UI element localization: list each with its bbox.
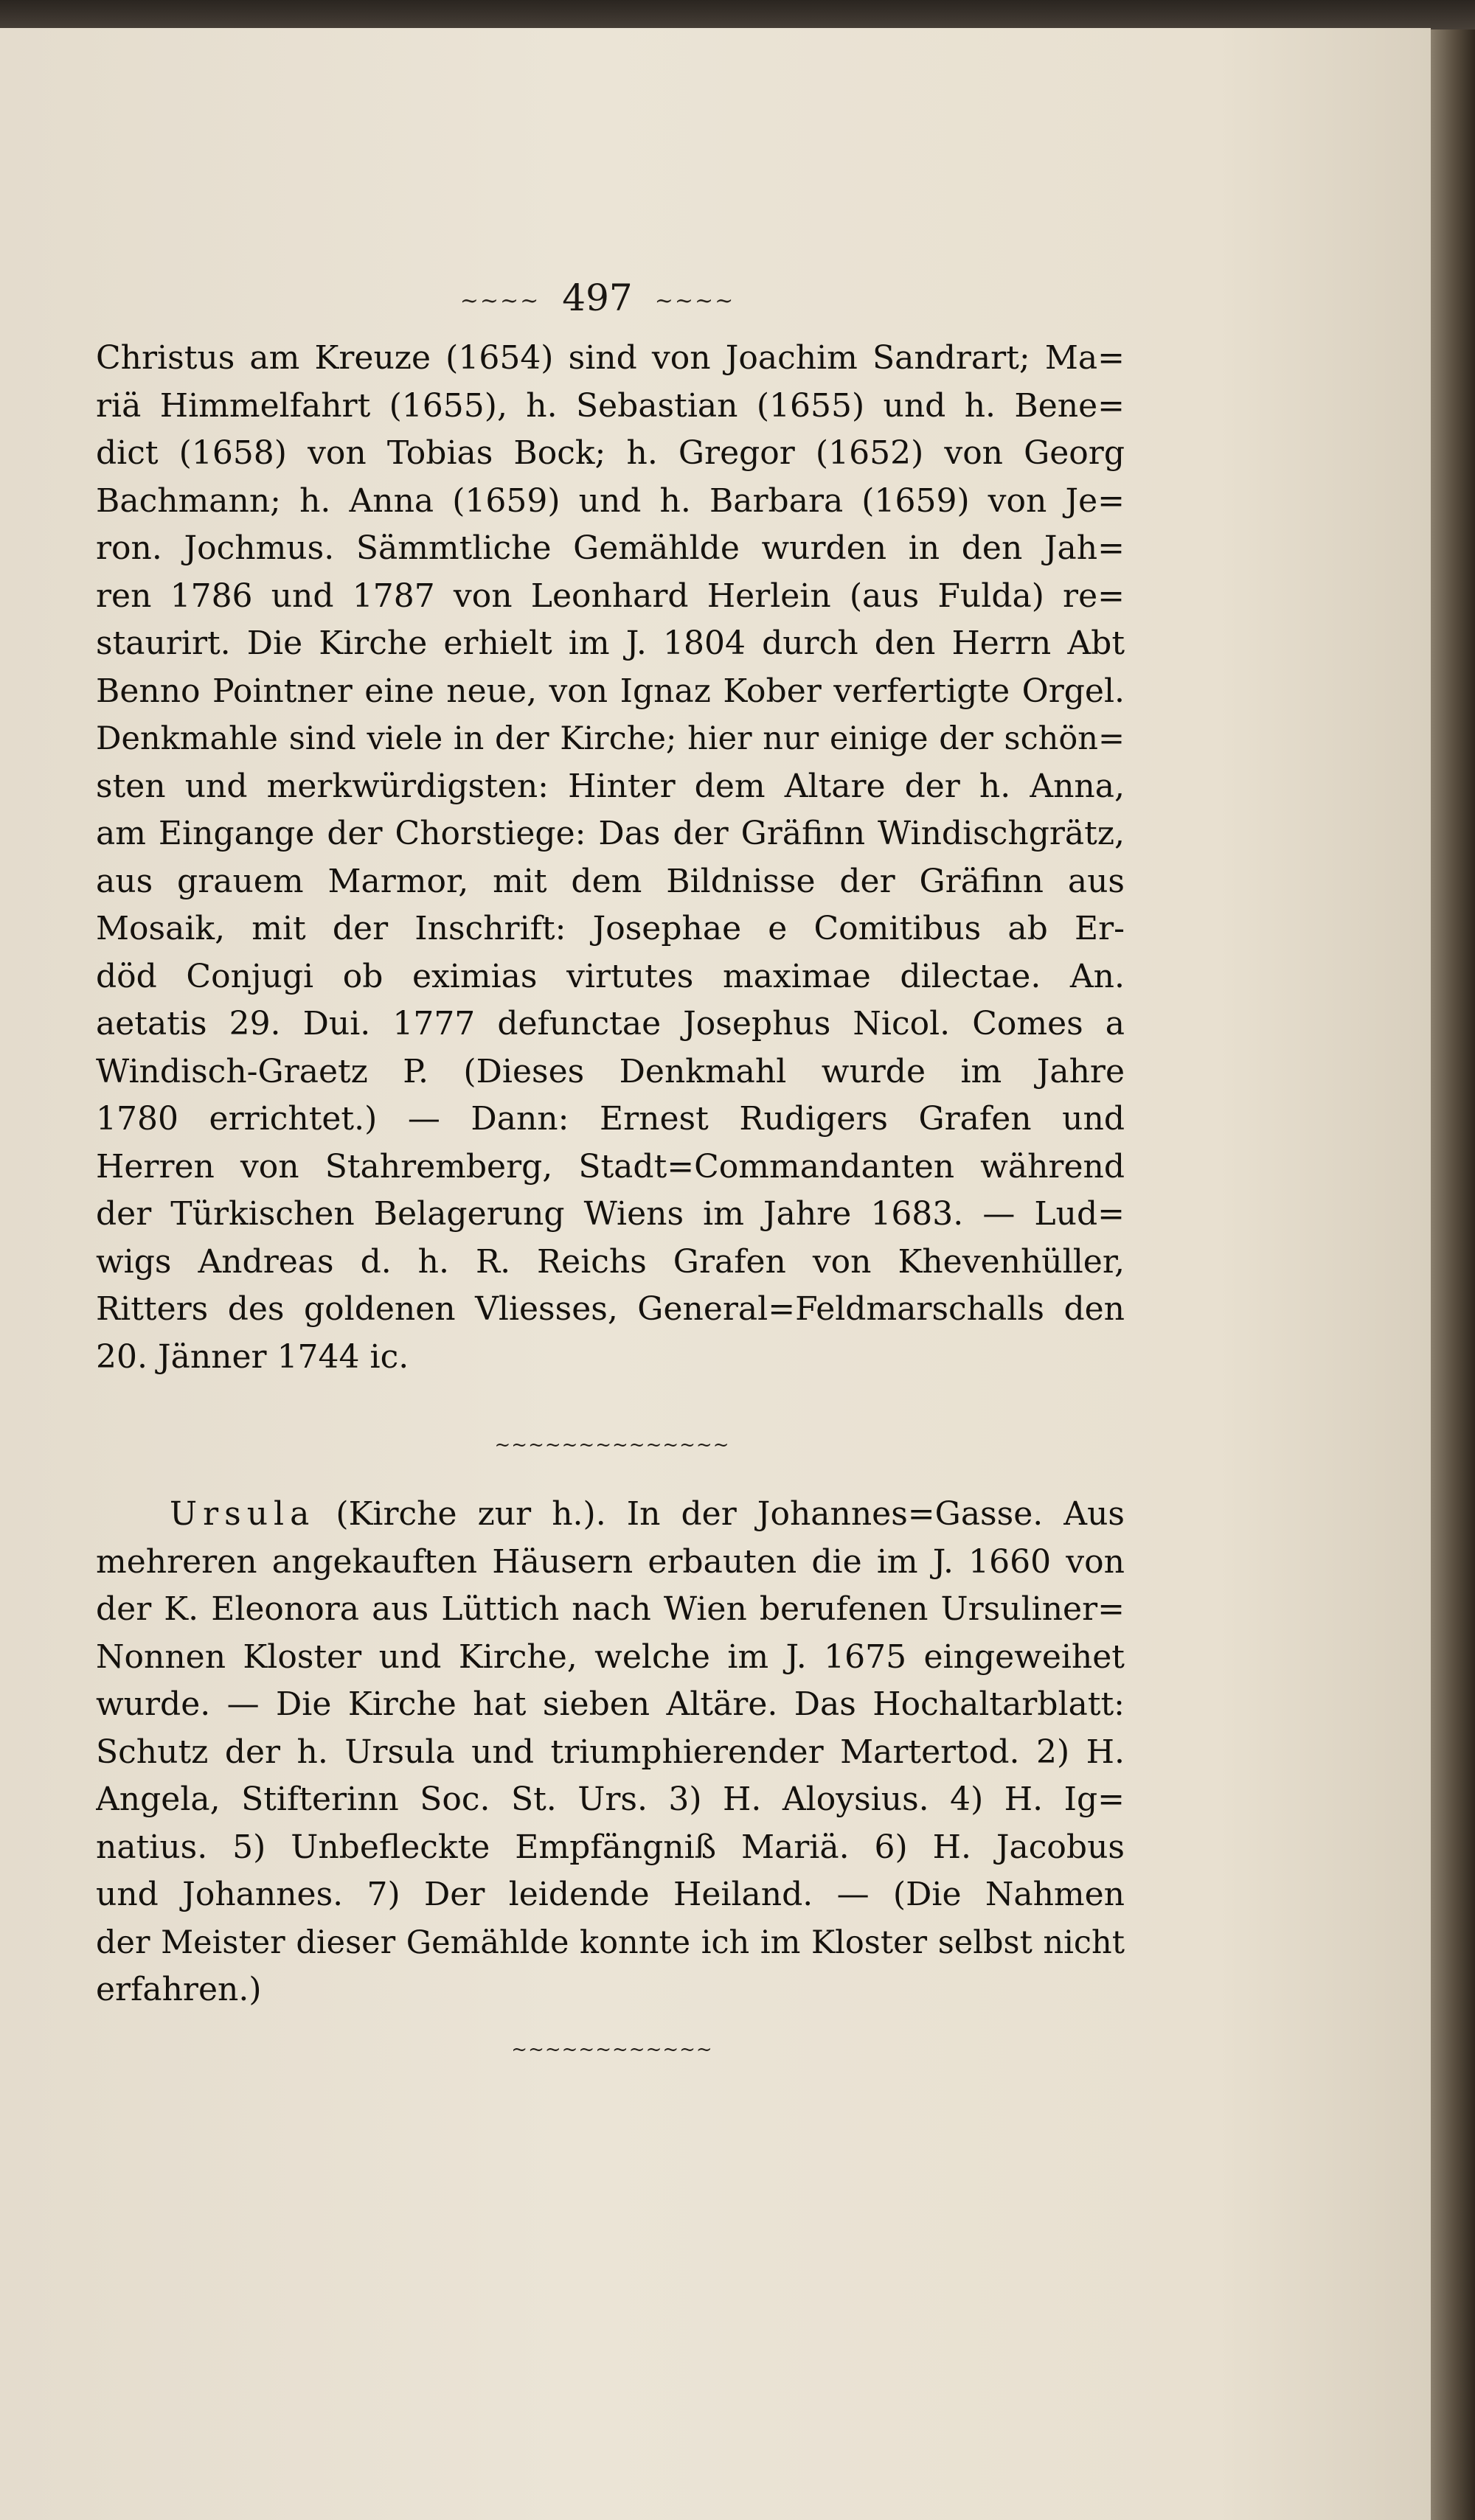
- text-line: Bachmann; h. Anna (1659) und h. Barbara (1659) von Je=: [96, 481, 1125, 520]
- page-number: 497: [562, 276, 633, 319]
- text-line-first: [96, 1491, 1125, 1539]
- text-line: död Conjugi ob eximias virtutes maximae dilectae. An.: [96, 957, 1125, 995]
- text-line: aetatis 29. Dui. 1777 defunctae Josephus Nicol. Comes a: [96, 1005, 1125, 1043]
- text-line: Benno Pointner eine neue, von Ignaz Kober verfertigte Orgel.: [96, 672, 1125, 710]
- header-ornament-right: ~~~~: [654, 288, 735, 314]
- text-line: Denkmahle sind viele in der Kirche; hier nur einige der schön=: [96, 720, 1125, 757]
- text-line: Schutz der h. Ursula und triumphierender Martertod. 2) H.: [96, 1733, 1125, 1771]
- section-divider: ~~~~~~~~~~~~~~: [494, 1434, 730, 1456]
- text-line: 1780 errichtet.) — Dann: Ernest Rudigers Grafen und: [96, 1100, 1125, 1138]
- text-line: Angela, Stifterinn Soc. St. Urs. 3) H. Aloysius. 4) H. Ig=: [96, 1781, 1125, 1818]
- text-line: Mosaik, mit der Inschrift: Josephae e Comitibus ab Er-: [96, 910, 1125, 947]
- text-line: der Meister dieser Gemählde konnte ich im Kloster selbst nicht: [96, 1924, 1125, 1961]
- text-line: erfahren.): [96, 1971, 262, 2008]
- text-line: Herren von Stahremberg, Stadt=Commandanten während: [96, 1147, 1125, 1186]
- text-line: am Eingange der Chorstiege: Das der Gräfinn Windischgrätz,: [96, 815, 1125, 852]
- text-line: natius. 5) Unbefleckte Empfängniß Mariä. 6) H. Jacobus: [96, 1828, 1125, 1866]
- page-header: [442, 276, 752, 328]
- text-line-rest: (Kirche zur h.). In der Johannes=Gasse. Aus: [315, 1495, 1125, 1533]
- text-line: Nonnen Kloster und Kirche, welche im J. 1675 eingeweihet: [96, 1637, 1125, 1676]
- text-line: Ritters des goldenen Vliesses, General=Feldmarschalls den: [96, 1290, 1125, 1328]
- text-line: aus grauem Marmor, mit dem Bildnisse der Gräfinn aus: [96, 862, 1125, 900]
- text-line: staurirt. Die Kirche erhielt im J. 1804 durch den Herrn Abt: [96, 624, 1125, 662]
- text-line: mehreren angekauften Häusern erbauten die im J. 1660 von: [96, 1542, 1125, 1581]
- text-line: Windisch-Graetz P. (Dieses Denkmahl wurde im Jahre: [96, 1052, 1125, 1090]
- text-line: riä Himmelfahrt (1655), h. Sebastian (1655) und h. Bene=: [96, 386, 1125, 425]
- text-line: dict (1658) von Tobias Bock; h. Gregor (1652) von Georg: [96, 434, 1125, 472]
- text-line: und Johannes. 7) Der leidende Heiland. — (Die Nahmen: [96, 1876, 1125, 1913]
- text-line: wigs Andreas d. h. R. Reichs Grafen von Khevenhüller,: [96, 1242, 1125, 1281]
- text-line: Christus am Kreuze (1654) sind von Joachim Sandrart; Ma=: [96, 339, 1125, 377]
- text-line: ron. Jochmus. Sämmtliche Gemählde wurden in den Jah=: [96, 529, 1125, 567]
- paragraph-denkmahle: [96, 335, 1125, 1381]
- header-ornament-left: ~~~~: [459, 288, 541, 314]
- paragraph-ursula: [96, 1491, 1125, 2014]
- section-title-ursula: Ursula: [170, 1495, 316, 1533]
- text-line: sten und merkwürdigsten: Hinter dem Altare der h. Anna,: [96, 767, 1125, 805]
- text-line: ren 1786 und 1787 von Leonhard Herlein (aus Fulda) re=: [96, 577, 1125, 615]
- text-line: 20. Jänner 1744 ic.: [96, 1337, 409, 1376]
- text-line: der K. Eleonora aus Lüttich nach Wien berufenen Ursuliner=: [96, 1590, 1125, 1628]
- section-divider: ~~~~~~~~~~~~: [511, 2039, 713, 2061]
- text-line: der Türkischen Belagerung Wiens im Jahre 1683. — Lud=: [96, 1195, 1125, 1233]
- text-line: wurde. — Die Kirche hat sieben Altäre. Das Hochaltarblatt:: [96, 1685, 1125, 1723]
